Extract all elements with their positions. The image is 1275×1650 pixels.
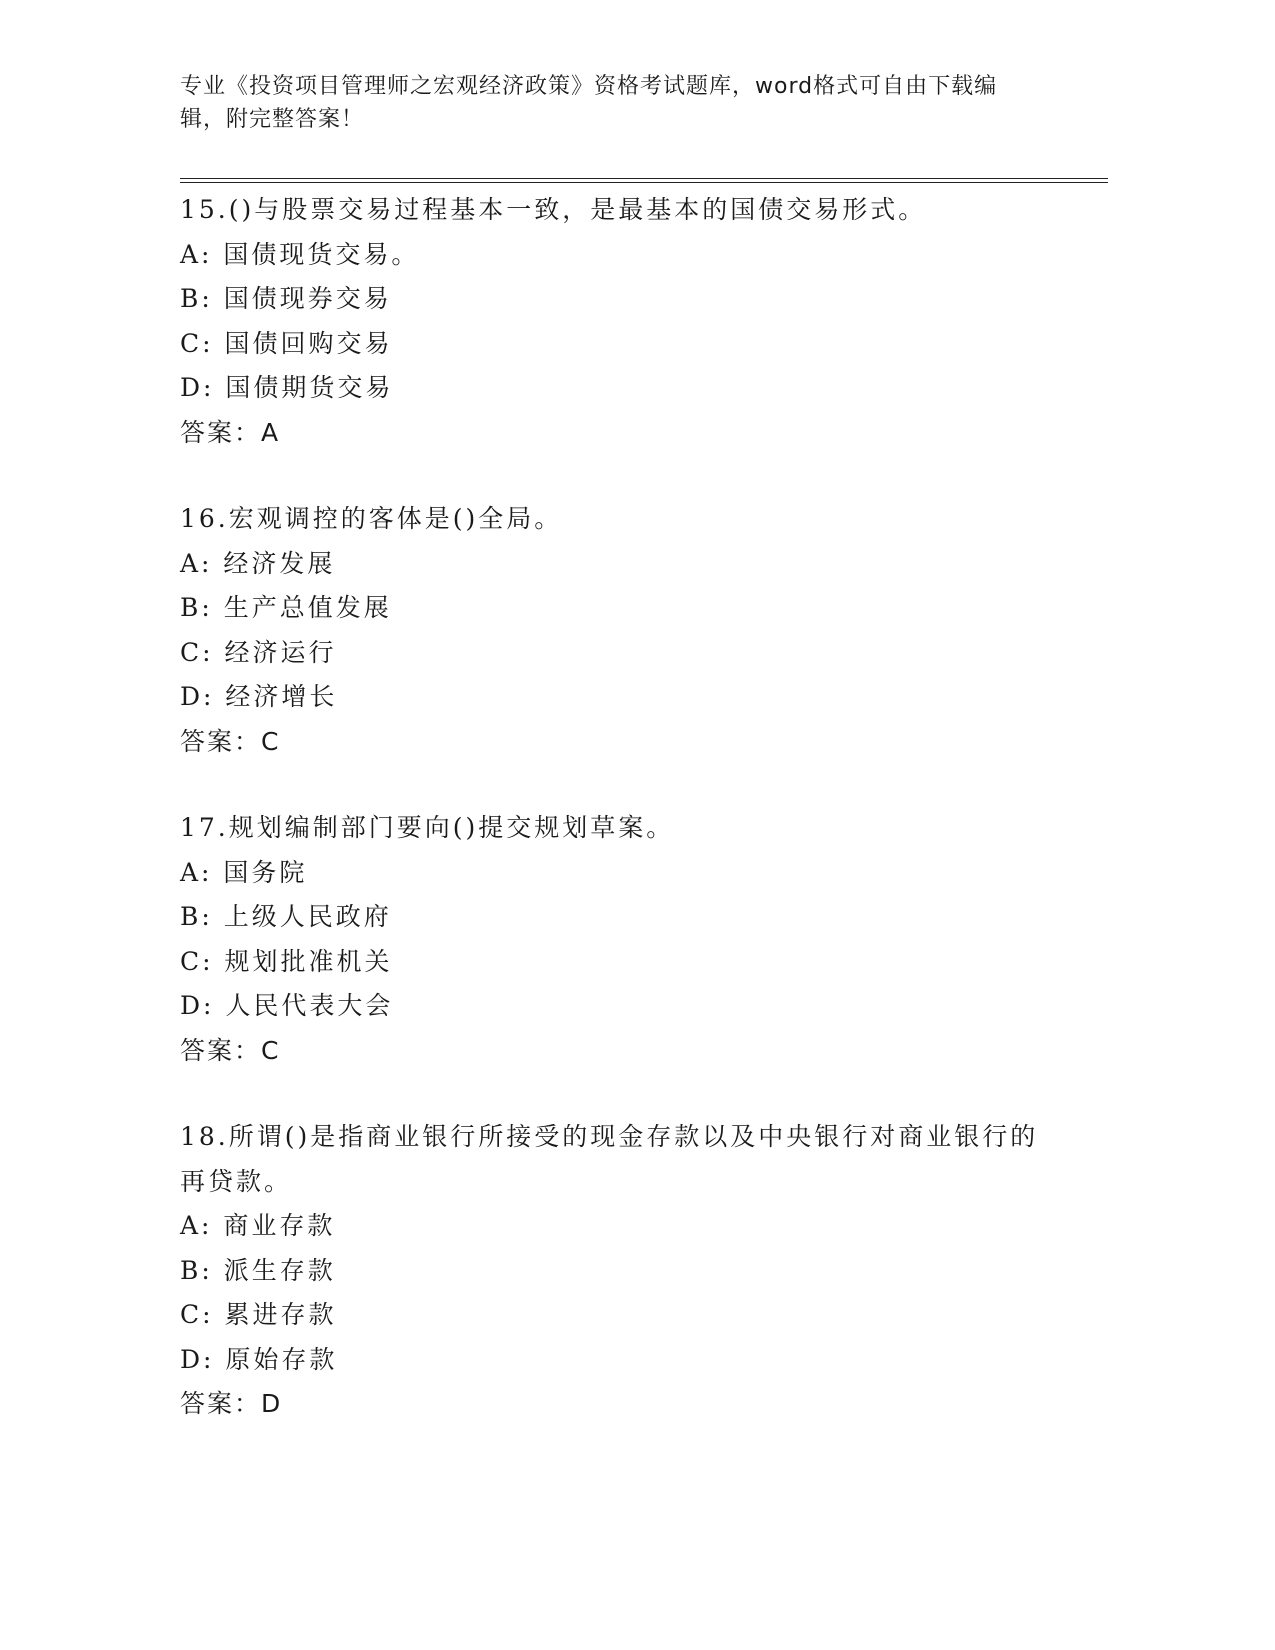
option-a: A: 国务院 xyxy=(180,857,308,887)
option-c: C: 经济运行 xyxy=(180,637,337,667)
question-18 xyxy=(180,1115,1080,1427)
answer-label: 答案：A xyxy=(180,417,281,447)
option-c: C: 规划批准机关 xyxy=(180,946,393,976)
question-stem: 15.()与股票交易过程基本一致，是最基本的国债交易形式。 xyxy=(180,195,927,224)
option-a: A: 经济发展 xyxy=(180,548,336,578)
answer-label: 答案：C xyxy=(180,726,281,756)
option-c: C: 国债回购交易 xyxy=(180,328,393,358)
option-a: A: 商业存款 xyxy=(180,1211,336,1240)
option-c: C: 累进存款 xyxy=(180,1300,337,1329)
answer-label: 答案：C xyxy=(180,1035,281,1065)
header-line-1: 专业《投资项目管理师之宏观经济政策》资格考试题库，word格式可自由下载编 xyxy=(180,74,998,99)
option-d: D: 国债期货交易 xyxy=(180,373,394,402)
question-stem: 17.规划编制部门要向()提交规划草案。 xyxy=(180,813,675,842)
option-d: D: 人民代表大会 xyxy=(180,991,394,1020)
answer-label: 答案：D xyxy=(180,1389,283,1418)
option-d: D: 经济增长 xyxy=(180,682,338,711)
option-b: B: 派生存款 xyxy=(180,1255,336,1285)
option-d: D: 原始存款 xyxy=(180,1344,338,1374)
header-divider xyxy=(180,178,1108,183)
document-header xyxy=(180,70,1040,136)
option-a: A: 国债现货交易。 xyxy=(180,239,420,269)
option-b: B: 上级人民政府 xyxy=(180,902,392,931)
question-stem: 16.宏观调控的客体是()全局。 xyxy=(180,504,563,533)
option-b: B: 生产总值发展 xyxy=(180,593,392,622)
question-16 xyxy=(180,497,1080,764)
header-line-2: 辑，附完整答案！ xyxy=(180,107,365,132)
question-15 xyxy=(180,188,1080,455)
question-list xyxy=(180,188,1080,1469)
option-b: B: 国债现券交易 xyxy=(180,284,392,313)
question-17 xyxy=(180,806,1080,1073)
question-stem: 18.所谓()是指商业银行所接受的现金存款以及中央银行对商业银行的再贷款。 xyxy=(180,1122,1039,1196)
